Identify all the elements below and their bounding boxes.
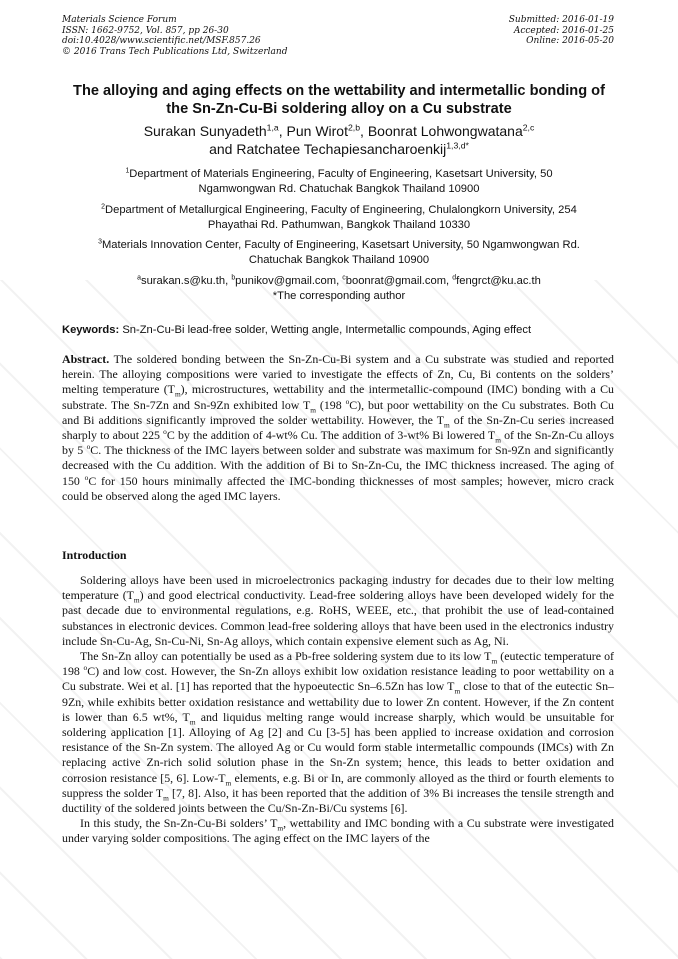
email-link[interactable]: surakan.s@ku.th <box>140 275 226 287</box>
abstract-label: Abstract. <box>62 352 110 366</box>
paragraph: In this study, the Sn-Zn-Cu-Bi solders’ $T_m$, wettability and IMC bonding with a Cu substrate were investigated under varying solder compositions. The aging effect on the IMC layers of the <box>62 816 614 846</box>
journal-name: Materials Science Forum <box>62 15 177 25</box>
author-name: Pun Wirot <box>286 123 348 139</box>
introduction-text <box>62 573 614 847</box>
email-link[interactable]: boonrat@gmail.com <box>345 275 447 287</box>
author-list: Surakan Sunyadeth$^{1,a}$, Pun Wirot$^{2,b}$, Boonrat Lohwongwatana$^{2,c}$ and Ratchatee Techapiesancharoenkij$^{1,3,d*}$ <box>143 122 535 157</box>
paper-title: The alloying and aging effects on the wettability and intermetallic bonding of the Sn-Zn-Cu-Bi soldering alloy on a Cu substrate <box>73 83 605 117</box>
paragraph: Soldering alloys have been used in microelectronics packaging industry for decades due to their low melting temperature $(T_m)$ and good electrical conductivity. Lead-free soldering alloys have been developed widely for the past decade due to environmental regulations, e.g. RoHS, WEEE, etc., that prohibit the use of lead-contained substances in electronic devices. Common lead-free soldering alloys that have been used in the electronics industry include Sn-Cu-Ag, Sn-Cu-Ni, Sn-Ag alloys, which contain expensive element such as Ag, Ni. <box>62 573 614 648</box>
author-name: Surakan Sunyadeth <box>143 123 267 139</box>
issn-line: ISSN: 1662-9752, Vol. 857, pp 26-30 <box>62 25 229 36</box>
affiliation-3: $^3$Materials Innovation Center, Faculty of Engineering, Kasetsart University, 50 Ngamwongwan Rd. Chatuchak Bangkok Thailand 10900 <box>98 238 580 266</box>
keywords: Keywords: Sn-Zn-Cu-Bi lead-free solder, Wetting angle, Intermetallic compounds, Aging effect <box>62 324 532 336</box>
journal-info <box>62 15 287 57</box>
author-name: Ratchatee Techapiesancharoenkij <box>236 141 447 157</box>
section-heading-introduction: Introduction <box>62 548 127 562</box>
dates-info <box>509 15 614 47</box>
online-date: Online: 2016-05-20 <box>526 36 614 47</box>
copyright-line: © 2016 Trans Tech Publications Ltd, Switzerland <box>62 46 288 57</box>
affiliation-2: $^2$Department of Metallurgical Engineering, Faculty of Engineering, Chulalongkorn University, 254 Phayathai Rd. Pathumwan, Bangkok Thailand 10330 <box>101 203 577 231</box>
author-name: Boonrat Lohwongwatana <box>367 123 523 139</box>
author-emails: $^a$surakan.s@ku.th, $^b$punikov@gmail.com, $^c$boonrat@gmail.com, $^d$fengrct@ku.ac.th *The corresponding author <box>62 274 616 304</box>
doi-line[interactable]: doi:10.4028/www.scientific.net/MSF.857.26 <box>62 36 261 47</box>
submitted-date: Submitted: 2016-01-19 <box>508 15 614 25</box>
abstract: Abstract. The soldered bonding between the Sn-Zn-Cu-Bi system and a Cu substrate was studied and reported herein. The alloying compositions were varied to investigate the effects of Zn, Cu, Bi contents on the solders’ melting temperature $(T_m)$, microstructures, wettability and the intermetallic-compound (IMC) bonding with a Cu substrate. The Sn-7Zn and Sn-9Zn exhibited low $T_m$ (198 $^o$C), but poor wettability on the Cu substrates. Both Cu and Bi additions significantly improved the solder wettability. However, the $T_m$ of the Sn-Zn-Cu series increased sharply to about 225 $^o$C by the addition of 4-wt% Cu. The addition of 3-wt% Bi lowered $T_m$ of the Sn-Zn-Cu alloys by 5 $^o$C. The thickness of the IMC layers between solder and substrate was maximum for Sn-9Zn and significantly decreased with the Cu addition. With the addition of Bi to Sn-Zn-Cu, the IMC thickness increased. The aging of 150 $^o$C for 150 hours minimally affected the IMC-bonding thicknesses of most samples; however, micro crack could be observed along the aged IMC layers. <box>62 352 615 503</box>
email-link[interactable]: fengrct@ku.ac.th <box>456 275 541 287</box>
email-link[interactable]: punikov@gmail.com <box>235 275 337 287</box>
paragraph: The Sn-Zn alloy can potentially be used as a Pb-free soldering system due to its low $T_m$ (eutectic temperature of 198 $^o$C) and low cost. However, the Sn-Zn alloys exhibit low oxidation resistance leading to poor wettability on a Cu substrate. Wei et al. [1] has reported that the hypoeutectic Sn–6.5Zn has low $T_m$ close to that of the eutectic Sn–9Zn, while exhibits better oxidation resistance and wettability due to lower Zn content. However, if the Zn content is lower than 6.5 wt%, $T_m$ and liquidus melting range would increase sharply, which would be unsuitable for soldering application [1]. Alloying of Ag [2] and Cu [3-5] has been applied to increase oxidation and corrosion resistance of the Sn-Zn system. The alloyed Ag or Cu would form stable intermetallic compounds (IMCs) with Zn replacing active Zn-rich solid solution phase in the Sn-Zn system; hence, this leads to better oxidation and corrosion resistance [5, 6]. Low-$T_m$ elements, e.g. Bi or In, are commonly alloyed as the third or fourth elements to suppress the solder $T_m$ [7, 8]. Also, it has been reported that the addition of 3% Bi increases the tensile strength and ductility of the soldered joints between the Cu/Sn-Zn-Bi/Cu systems [6]. <box>62 649 615 816</box>
accepted-date: Accepted: 2016-01-25 <box>513 25 614 36</box>
corresponding-note: *The corresponding author <box>272 290 406 302</box>
affiliation-1: $^1$Department of Materials Engineering, Faculty of Engineering, Kasetsart University, 50 Ngamwongwan Rd. Chatuchak Bangkok Thailand 10900 <box>125 167 553 195</box>
